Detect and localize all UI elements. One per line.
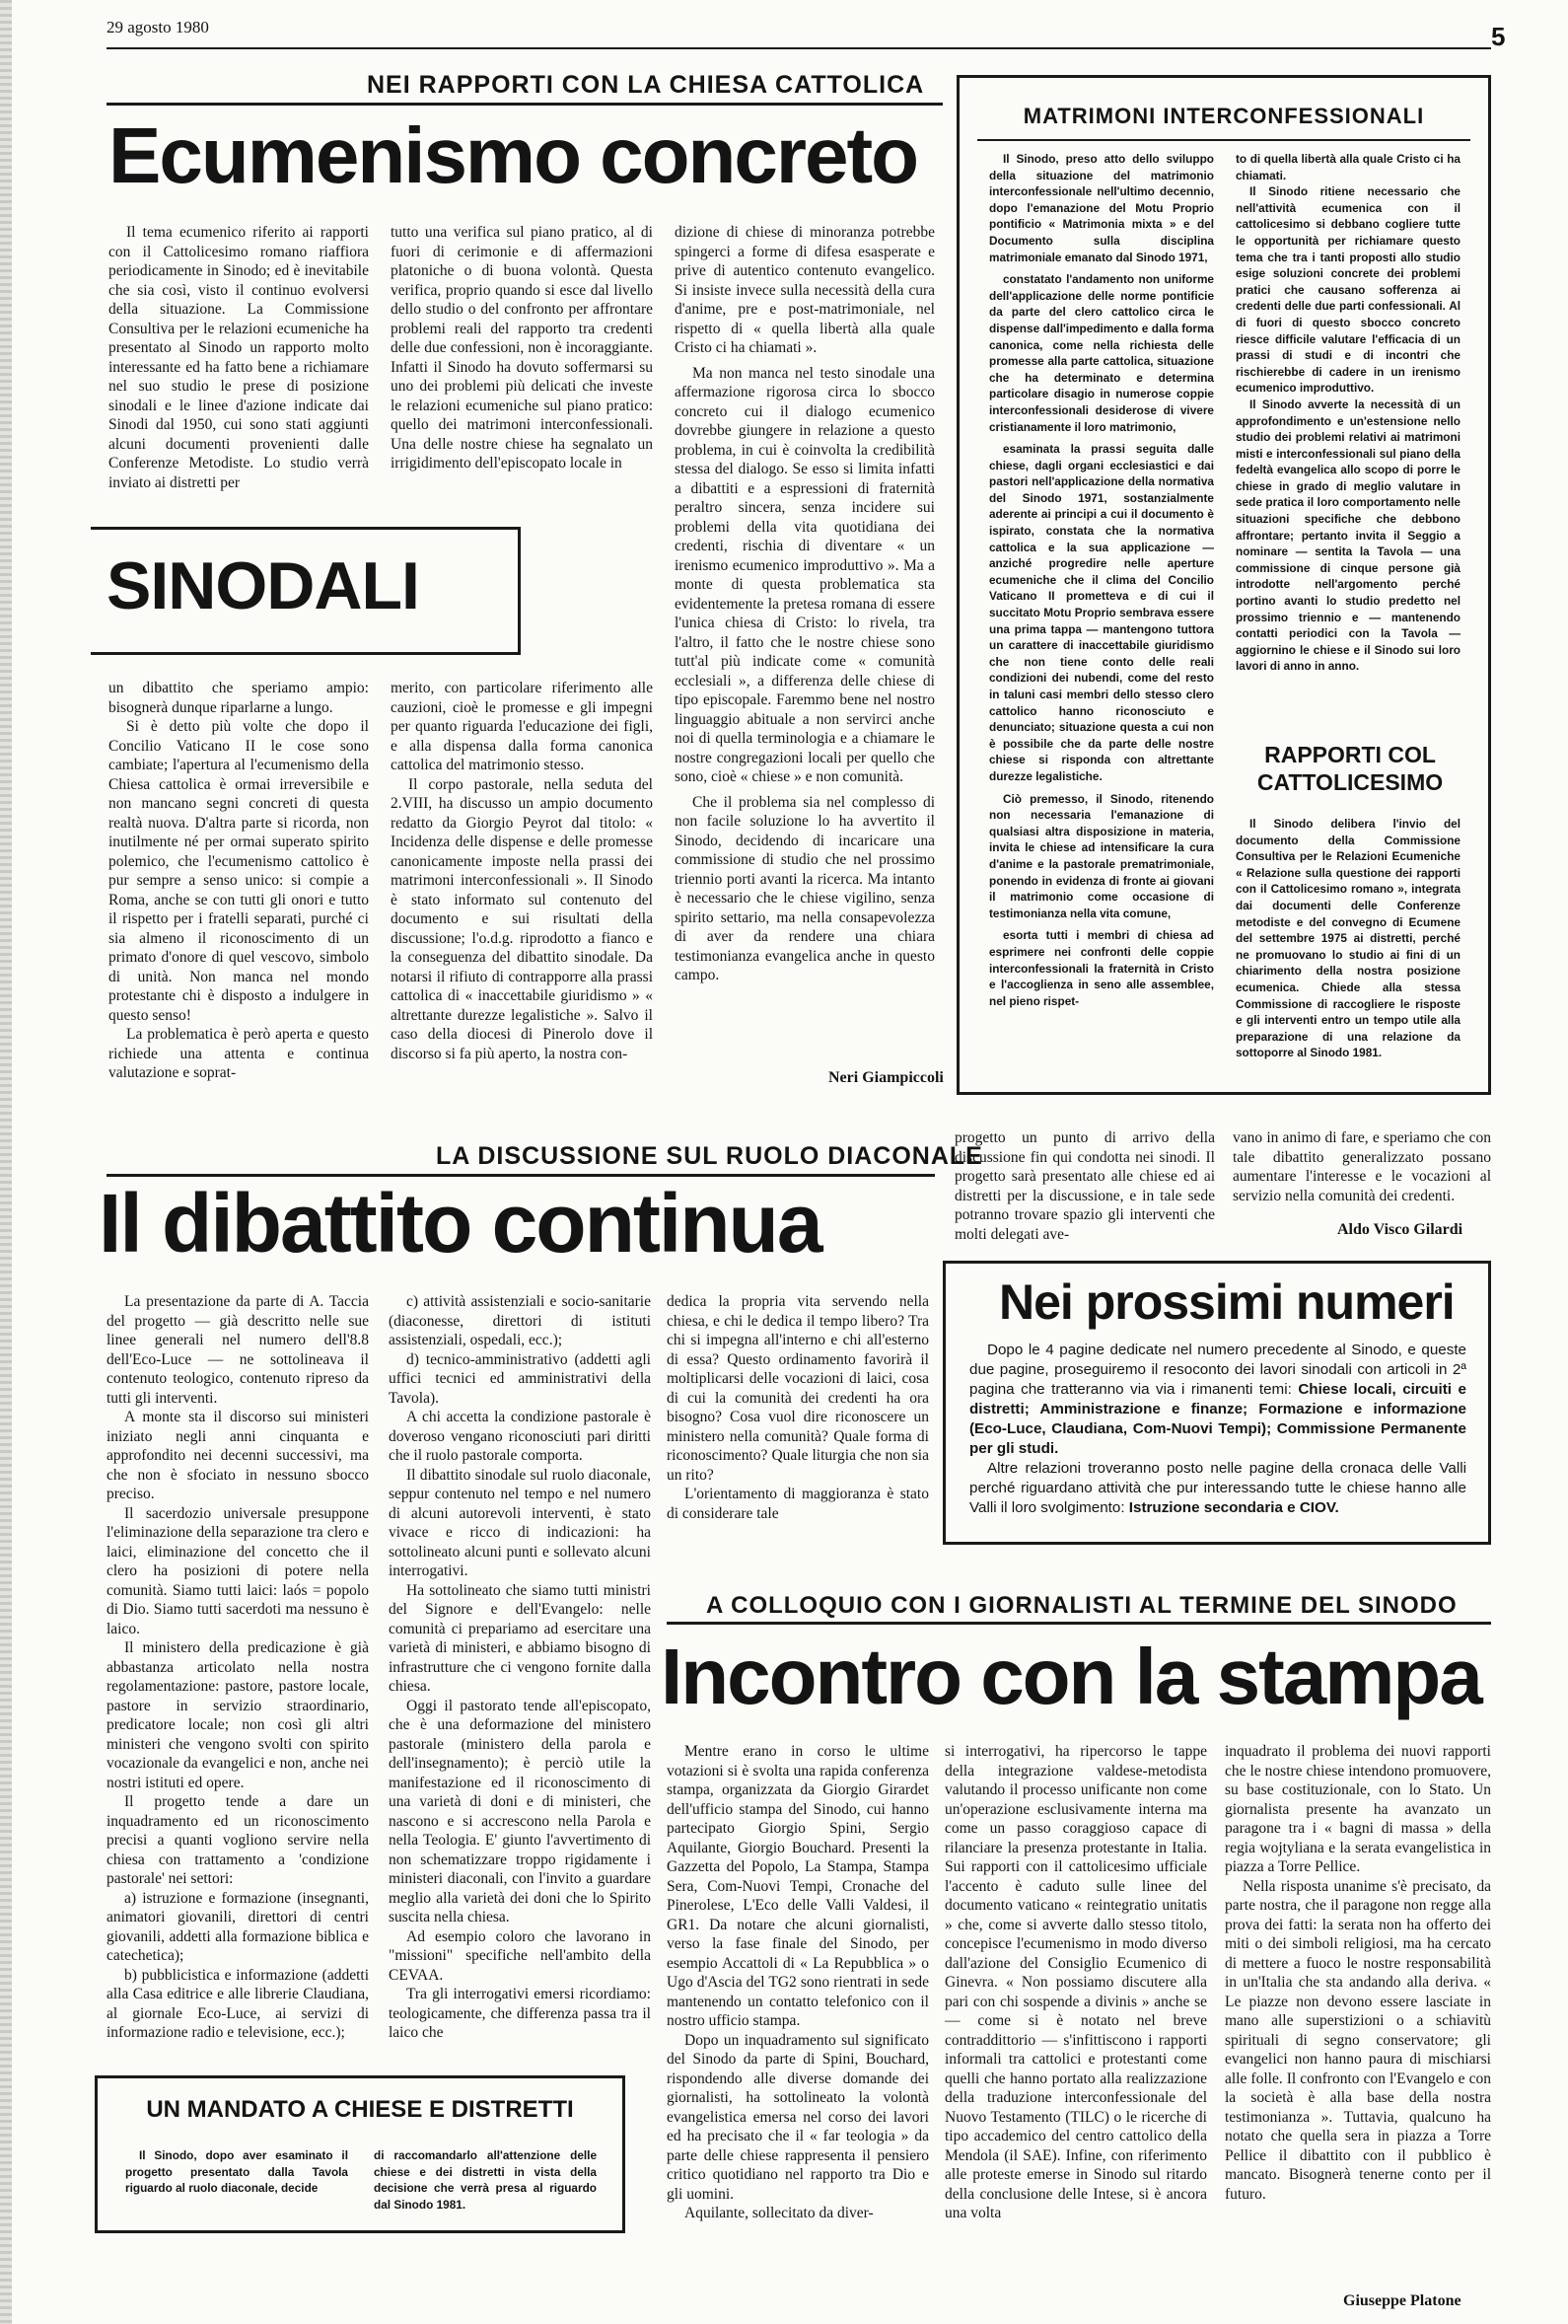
article2-title: Il dibattito continua [99,1177,821,1270]
paragraph: merito, con particolare riferimento alle cauzioni, cioè le promesse e gli impegni per quanto riguarda l'educazione dei figli, e alla dispensa dalla forma canonica cattolica del matrimonio stesso. [391,680,653,773]
paragraph: progetto un punto di arrivo della discussione fin qui condotta nei sinodi. Il progetto sarà presentato alle chiese ed ai distretti per la discussione, e in tale sede potranno trovare spazio gli interventi che molti delegati ave- [955,1129,1215,1243]
article3-kicker-rule [667,1622,1491,1625]
paragraph: Si è detto più volte che dopo il Concilio Vaticano II le cose sono cambiate; l'apertura al l'ecumenismo della Chiesa cattolica è ormai irreversibile e non mancano segni concreti di questa realtà nuova. D'altra parte si ricorda, non inutilmente né per ormai superato spirito polemico, che l'ecumenismo cattolico è pur sempre a senso unico: si compie a Roma, anche se con tutti gli onori e tutto il rispetto per i fratelli separati, purché ci sia almeno il riconoscimento di un primato d'onore di quel vescovo, simbolo di unità. Non manca nel mondo protestante chi è disposto a indulgere in questo senso! [108,718,369,1024]
box-edge-bottom [91,652,521,655]
next-issues-text [969,1341,1466,1538]
article2-signature: Aldo Visco Gilardi [1337,1221,1463,1238]
paragraph: a) istruzione e formazione (insegnanti, animatori giovanili, direttori di centri giovanili, addetti alla formazione biblica e catechetica); [107,1889,369,1964]
next-issues-intro2: Altre relazioni troveranno posto nelle pagine della cronaca delle Valli perché riguardano attività che pur interessando tutte le chiese hanno alle Valli il loro svolgimento: [969,1460,1466,1516]
paragraph: A chi accetta la condizione pastorale è doveroso vengano riconosciuti pari diritti che il ruolo pastorale comporta. [389,1409,651,1464]
article2-top-col [955,1128,1215,1243]
next-issues-intro: Dopo le 4 pagine dedicate nel numero precedente al Sinodo, e queste due pagine, proseguiremo il resoconto dei lavori sinodali con articoli in 2ª pagina che tratteranno via via i rimanenti temi: [969,1342,1466,1398]
sinodali-label: SINODALI [107,548,419,623]
sidebar-sub-text [1236,816,1461,1082]
paragraph: Il Sinodo avverte la necessità di un approfondimento e un'estensione nello studio dei problemi relativi ai matrimoni misti e interconfessionali sul piano della fedeltà evangelica allo scopo di porre le chiese in grado di meglio valutare in sede pratica il loro comportamento nelle situazioni specifiche che debbono affrontare; pertanto invita il Seggio a nominare — sentita la Tavola — una commissione di cinque persone già introdotte nell'argomento perché portino avanti lo studio predetto nel prossimo triennio e — mantenendo contatti periodici con la Tavola — aggiornino le chiese e il Sinodo sui loro lavori di anno in anno. [1236,397,1461,674]
article3-kicker: A COLLOQUIO CON I GIORNALISTI AL TERMINE DEL SINODO [706,1592,1458,1619]
paragraph: Il sacerdozio universale presuppone l'eliminazione della separazione tra clero e laici, eliminazione del concetto che il clero ha posizioni di potere nella comunità. Siamo tutti laici: laós = popolo di Dio. Siamo tutti sacerdoti ma nessuno è laico. [107,1504,369,1637]
sidebar-matrimoni-box [957,75,1491,1095]
article2-kicker: LA DISCUSSIONE SUL RUOLO DIACONALE [436,1142,983,1170]
next-issues-box [943,1261,1491,1545]
page-number: 5 [1491,22,1506,51]
paragraph: A monte sta il discorso sui ministeri iniziato negli anni cinquanta e approfondito nei decenni successivi, ma che non è sfociato in nessuno sbocco preciso. [107,1409,369,1502]
sidebar-col2 [1236,151,1461,792]
article1-kicker-rule [107,103,943,106]
paragraph: tutto una verifica sul piano pratico, al di fuori di cerimonie e di affermazioni platoniche o di buona volontà. Questa verifica, proprio quando si esce dal livello dello studio o del confronto per affrontare problemi reali del rapporto tra credenti delle due confessioni, non è incoraggiante. Infatti il Sinodo ha dovuto soffermarsi su uno dei problemi più delicati che investe le relazioni ecumeniche sul piano pratico: quello dei matrimoni interconfessionali. Una delle nostre chiese ha segnalato un irrigidimento dell'episcopato locale in [391,224,653,472]
paragraph: b) pubblicistica e informazione (addetti alla Casa editrice e alle librerie Claudiana, al giornale Eco-Luce, ai servizi di informazione radio e televisione, ecc.); [107,1966,369,2041]
paragraph: Nella risposta unanime s'è precisato, da parte nostra, che il paragone non regge alla prova dei fatti: la serata non ha offerto dei miti o dei simboli religiosi, ma ha cercato di mettere a fuoco le nostre responsabilità in un'Italia che sta andando alla deriva. « Le piazze non devono essere lasciate in mano alle superstizioni o a schiavitù spirituali di segno conservatore; gli evangelici non hanno paura di mischiarsi alle folle. Il confronto con l'Evangelo e con la società è alla base della nostra testimonianza ». Tuttavia, qualcuno ha notato che quella sera in piazza a Torre Pellice il dibattito con il pubblico è mancato. Bisognerà tenerne conto per il futuro. [1225,1877,1491,2203]
sidebar-subtitle: RAPPORTI COL CATTOLICESIMO [1256,742,1444,795]
paragraph: Mentre erano in corso le ultime votazioni si è svolta una rapida conferenza stampa, organizzata da Giorgio Girardet dell'ufficio stampa del Sinodo, cui hanno partecipato Giorgio Spini, Sergio Aquilante, Giorgio Bouchard. Presenti la Gazzetta del Popolo, La Stampa, Stampa Sera, Com-Nuovi Tempi, Cronache del Pinerolese, L'Eco delle Valli Valdesi, il GR1. Da notare che alcuni giornalisti, verso la fase finale del Sinodo, per esempio Accattoli di « La Repubblica » o Ugo d'Ascia del TG2 sono rientrati in sede mantenendo un contatto telefonico con il nostro ufficio stampa. [667,1743,929,2029]
mandate-box [95,2075,625,2233]
header-rule [107,47,1491,49]
paragraph: esaminata la prassi seguita dalle chiese, dagli organi ecclesiastici e dai pastori nell'applicazione della normativa del Sinodo 1971, sostanzialmente aderente ai principi a cui il documento è ispirato, constata che la normativa cattolica e la sua applicazione — anziché progredire nelle aperture ecumeniche che il clima del Concilio Vaticano II prometteva e di cui il succitato Motu Proprio sembrava essere una prima tappa — mantengono tuttora un carattere di inaccettabile giuridismo che non tiene conto delle reali condizioni dei nubendi, come del resto in taluni casi membri dello stesso clero cattolico hanno riconosciuto e denunciato; situazione questa a cui non è possibile che da parte delle nostre chiese si risponda con altrettante durezze legalistiche. [989,442,1214,783]
scan-edge [0,0,12,2324]
paragraph: di raccomandarlo all'attenzione delle chiese e dei distretti in vista della decisione che verrà presa al riguardo dal Sinodo 1981. [374,2148,597,2212]
mandate-box-title: UN MANDATO A CHIESE E DISTRETTI [146,2096,574,2123]
paragraph: Il Sinodo, dopo aver esaminato il progetto presentato dalla Tavola riguardo al ruolo diaconale, decide [125,2148,348,2196]
paragraph: Il Sinodo delibera l'invio del documento della Commissione Consultiva per le Relazioni Ecumeniche « Relazione sulla questione dei rapporti con il Cattolicesimo romano », integrata dai documenti delle Conferenze metodiste e del convegno di Ecumene del settembre 1975 ai distretti, perché ne promuovano lo studio ai fini di un chiarimento della nostra posizione ecumenica. Chiede alla stessa Commissione di raccogliere le risposte e gli interventi entro un tempo utile alla preparazione di una relazione da sottoporre al Sinodo 1981. [1236,817,1461,1060]
paragraph: Il Sinodo ritiene necessario che nell'attività ecumenica con il cattolicesimo si debbano cogliere tutte le opportunità per richiamare questo tema che tra i tanti proposti allo studio esige soluzioni concrete dei problemi pratici che causano sofferenza ai credenti delle due parti confessionali. Al di fuori di questo sbocco concreto riesce difficile valutare l'efficacia di un prassi di studi e di incontri che rischierebbe di cadere in un irenismo ecumenico improduttivo. [1236,184,1461,396]
paragraph: esorta tutti i membri di chiesa ad esprimere nei confronti delle coppie interconfessionali la fraternità in Cristo e l'accoglienza in seno alle assemblee, nel pieno rispet- [989,928,1214,1008]
page-date: 29 agosto 1980 [107,18,209,36]
article1-col3 [675,223,935,1071]
paragraph: Il Sinodo, preso atto dello sviluppo della situazione del matrimonio interconfessionale nell'ultimo decennio, dopo l'emanazione del Motu Proprio pontificio « Matrimonia mixta » e del Documento sulla disciplina matrimoniale emanato dal Sinodo 1971, [989,152,1214,264]
paragraph: Ma non manca nel testo sinodale una affermazione rigorosa circa lo sbocco concreto cui il dialogo ecumenico dovrebbe giungere in relazione a questo problema, in cui è coinvolta la credibilità stessa del dialogo. Se esso si limita infatti a dibattiti e a espressioni di fraternità peraltro sincera, senza incidere sui problemi della vita quotidiana dei credenti, rischia di diventare « un irenismo ecumenico improduttivo ». Ma a monte di questa problematica sta evidentemente la pretesa romana di essere l'unica chiesa di Cristo: lo rivela, tra l'altro, il fatto che le nostre chiese sono tutt'al più indicate come « comunità ecclesiali », a differenza delle chiese di tipo episcopale. Faremmo bene nel nostro linguaggio abituale a non servirci anche noi di quella terminologia e a chiamare le nostre congregazioni locali per quello che sono, cioè « chiese » e non comunità. [675,364,935,785]
paragraph: La presentazione da parte di A. Taccia del progetto — già descritto nelle sue linee generali nel numero dell'8.8 dell'Eco-Luce — ne sottolineava il contenuto teologico, contenuto ripreso da tutti gli interventi. [107,1293,369,1407]
article1-col1 [108,223,369,501]
paragraph: Ciò premesso, il Sinodo, ritenendo non necessaria l'emanazione di qualsiasi altra disposizione in materia, invita le chiese ad intensificare la cura d'anime e la pastorale prematrimoniale, ponendo in evidenza di fronte ai giovani il matrimonio come occasione di testimonianza nella vita comune, [989,791,1214,920]
article3-col2 [945,1742,1207,2314]
paragraph: d) tecnico-amministrativo (addetti agli uffici tecnici ed amministrativi della Tavola). [389,1350,651,1407]
paragraph: dizione di chiese di minoranza potrebbe spingerci a forme di difesa esasperate e prive di autentico contenuto evangelico. Si insiste invece sulla necessità della cura d'anime, pre e post-matrimoniale, nel rispetto di « quella libertà alla quale Cristo ci ha chiamati ». [675,224,935,356]
article3-signature: Giuseppe Platone [1343,2292,1461,2309]
sidebar-matrimoni-title: MATRIMONI INTERCONFESSIONALI [1023,104,1425,128]
paragraph: La problematica è però aperta e questo richiede una attenta e continua valutazione e soprat- [108,1026,369,1081]
paragraph: Il tema ecumenico riferito ai rapporti con il Cattolicesimo romano riaffiora periodicamente in Sinodo; ed è inevitabile che sia così, visto il continuo evolversi della situazione. La Commissione Consultiva per le relazioni ecumeniche ha presentato al Sinodo un rapporto molto interessante ed ha fatto bene a richiamare nel suo studio le prese di posizione sinodali e le linee d'azione indicate dai Sinodi dal 1950, cui sono stati aggiunti alcuni documenti provenienti dalle Conferenze Metodiste. Lo studio verrà inviato ai distretti per [108,224,369,491]
paragraph: inquadrato il problema dei nuovi rapporti che le nostre chiese intendono promuovere, su base costituzionale, con lo Stato. Un giornalista presente ha avanzato un paragone tra i « bagni di massa » della regia wojtyliana e la serata evangelistica in piazza a Torre Pellice. [1225,1743,1491,1875]
article1-kicker: NEI RAPPORTI CON LA CHIESA CATTOLICA [367,71,925,99]
article3-title: Incontro con la stampa [661,1633,1481,1720]
paragraph: vano in animo di fare, e speriamo che con tale dibattito generalizzato possano aumentare l'interesse e le vocazioni al servizio nella comunità dei credenti. [1233,1129,1491,1204]
sidebar-col1 [989,151,1214,1088]
article1-title: Ecumenismo concreto [108,111,918,199]
mandate-col1 [125,2147,348,2216]
paragraph: un dibattito che speriamo ampio: bisognerà dunque riparlarne a lungo. [108,680,369,716]
paragraph: Il ministero della predicazione è già abbastanza articolato nella nostra regolamentazione: pastore, pastore locale, pastore in servizio straordinario, predicatore locale; non così gli altri ministeri che vengono svolti con spirito vocazionale da evangelici e non, anche nei nostri istituti ed opere. [107,1639,369,1791]
paragraph: constatato l'andamento non uniforme dell'applicazione delle norme pontificie da parte del clero cattolico circa le dispense dall'impedimento e dalla forma canonica, come nella richiesta delle promesse alla parte cattolica, situazione che ha determinato e determina particolare disagio in numerose coppie interconfessionali desiderose di vivere cristianamente il loro matrimonio, [989,272,1214,434]
paragraph: dedica la propria vita servendo nella chiesa, e chi le dedica il tempo libero? Tra chi si impegna all'interno e chi all'esterno di essa? Questo ordinamento favorirà il moltiplicarsi delle vocazioni di laici, cosa di cui la comunità dei credenti ha ora bisogno? Cosa vuol dire riconoscere un ministero nella comunità? Quale forma di riconoscimento? Quale liturgia che non sia un rito? [667,1293,929,1484]
paragraph: Il corpo pastorale, nella seduta del 2.VIII, ha discusso un ampio documento redatto da Giorgio Peyrot dal titolo: « Incidenza delle dispense e delle promesse canonicamente imposte nella prassi dei matrimoni interconfessionali ». Il Sinodo è stato informato sul contenuto del documento e sui risultati della discussione; l'o.d.g. riprodotto a fianco e la conseguenza del dibattito sinodale. Da notarsi il rifiuto di contrapporre alla prassi cattolica di « inaccettabile giuridismo » « altrettante durezze legalistiche ». Salvo il caso della diocesi di Pinerolo dove il discorso si fa più aperto, la nostra con- [391,775,653,1062]
paragraph: to di quella libertà alla quale Cristo ci ha chiamati. [1236,152,1461,182]
box-edge-right [518,527,521,655]
mandate-col2 [374,2147,597,2216]
paragraph: si interrogativi, ha ripercorso le tappe della integrazione valdese-metodista valutando il processo unificante non come un'operazione esclusivamente interna ma come un passo coraggioso capace di rilanciare la presenza protestante in Italia. Sui rapporti con il cattolicesimo ufficiale l'accento è caduto sulle linee del documento vaticano « reintegratio unitatis » che, come si avverte dallo stesso titolo, concepisce l'ecumenismo in modo diverso dall'azione del Consiglio Ecumenico di Ginevra. « Non possiamo discutere alla pari con chi sospende a divinis » anche se — come si è notato nel breve contraddittorio — s'infittiscono i rapporti informali tra cattolici e protestanti come quelli che hanno portato alla realizzazione della traduzione interconfessionale del Nuovo Testamento (TILC) o le ricerche di tipo accademico del centro cattolico della Mendola (il SAE). Infine, con riferimento alle proteste emerse in Sinodo sul ritardo della conclusione delle Intese, si è ancora una volta [945,1743,1207,2221]
paragraph: c) attività assistenziali e socio-sanitarie (diaconesse, direttori di istituti assistenziali, ospedali, ecc.); [389,1293,651,1348]
paragraph [969,1459,1466,1518]
paragraph: Che il problema sia nel complesso di non facile soluzione lo ha avvertito il Sinodo, decidendo di incaricare una commissione di studio che nel prossimo triennio porti avanti la ricerca. Ma intanto è necessario che le chiese vigilino, senza spirito settario, ma nella consapevolezza di aver da rendere una chiara testimonianza evangelica anche in questo campo. [675,793,935,983]
next-issues-topics2: Istruzione secondaria e CIOV. [1128,1499,1339,1516]
paragraph: Tra gli interrogativi emersi ricordiamo: teologicamente, che differenza passa tra il laico che [389,1986,651,2041]
article3-col1 [667,1742,929,2314]
article3-col3 [1225,1742,1491,2290]
paragraph: L'orientamento di maggioranza è stato di considerare tale [667,1486,929,1522]
next-issues-title: Nei prossimi numeri [999,1274,1455,1330]
article2-col3 [667,1292,929,1588]
article1-col1b [108,679,369,1093]
paragraph: Il progetto tende a dare un inquadramento ed un riconoscimento precisi a quanti vogliono servire nella chiesa con trattamento a 'condizione pastorale' nei settori: [107,1793,369,1887]
sidebar-title-rule [977,139,1470,141]
box-edge-top [91,527,521,530]
article1-signature: Neri Giampiccoli [828,1069,944,1086]
paragraph: Aquilante, sollecitato da diver- [684,2205,874,2221]
paragraph: Oggi il pastorato tende all'episcopato, che è una deformazione del ministero pastorale (ministero della parola e dell'insegnamento); è perciò utile la manifestazione ed il riconoscimento di una varietà di doni e di ministeri, che nascono e si accrescono nella Parola e nella Teologia. E' giunto l'avvertimento di non schematizzare troppo rigidamente i ministeri diaconali, con l'invito a guardare meglio alla varietà dei doni che lo Spirito suscita nella chiesa. [389,1697,651,1925]
next-issues-topics: Chiese locali, circuiti e distretti; Amministrazione e finanze; Formazione e informazione (Eco-Luce, Claudiana, Com-Nuovi Tempi); Commissione Permanente per gli studi. [969,1381,1466,1457]
article1-col2 [391,223,653,501]
paragraph: Dopo un inquadramento sul significato del Sinodo da parte di Spini, Bouchard, rispondendo alle diverse domande dei giornalisti, ha sottolineato la volontà evangelistica emersa nel corso dei lavori ed ha precisato che il « far teologia » da parte delle chiese rappresenta il pensiero critico quotidiano nel rapporto tra Dio e gli uomini. [667,2031,929,2203]
article1-col2b [391,679,653,1093]
paragraph: Il dibattito sinodale sul ruolo diaconale, seppur contenuto nel tempo e nel numero di alcuni autorevoli interventi, è stato vivace e ricco di indicazioni: ha sottolineato alcuni punti e sollevato alcuni interrogativi. [389,1466,651,1579]
paragraph: Ad esempio coloro che lavorano in "missioni" specifiche nell'ambito della CEVAA. [389,1927,651,1984]
article2-top-col2 [1233,1128,1491,1207]
paragraph [969,1341,1466,1459]
sinodali-label-box [91,527,521,655]
article2-col2 [389,1292,651,2081]
article2-col1 [107,1292,369,2081]
paragraph: Ha sottolineato che siamo tutti ministri del Signore e dell'Evangelo: nelle comunità ci prepariamo ad esercitare una varietà di ministeri, e abbiamo bisogno di infrastrutture che ci vengono fornite dalla chiesa. [389,1581,651,1695]
